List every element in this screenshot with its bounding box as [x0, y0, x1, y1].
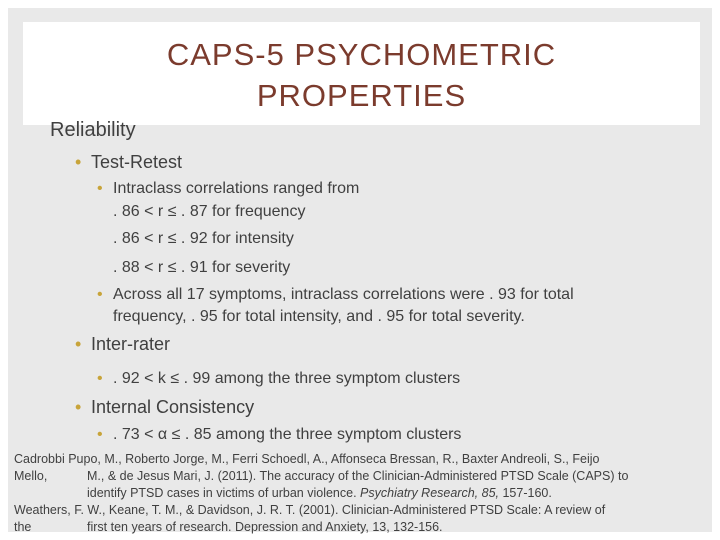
slide-title-line-2: PROPERTIES	[256, 78, 467, 113]
internal-consistency-detail: . 73 < α ≤ . 85 among the three symptom clusters	[113, 426, 462, 443]
reference-2-line-2: first ten years of research. Depression and Anxiety, 13, 132-156.	[87, 520, 443, 534]
title-box	[23, 22, 700, 125]
reference-1-line-2-start: Mello,	[14, 469, 48, 483]
inter-rater-detail: . 92 < k ≤ . 99 among the three symptom clusters	[113, 370, 461, 387]
bullet-icon: •	[97, 426, 103, 443]
bullet-icon: •	[75, 152, 82, 172]
bullet-icon: •	[97, 370, 103, 387]
reference-1-text: identify PTSD cases in victims of urban violence.	[87, 486, 357, 500]
reference-2-line-2-start: the	[14, 520, 32, 534]
item-internal-consistency: Internal Consistency	[91, 397, 255, 417]
icc-intensity: . 86 < r ≤ . 92 for intensity	[113, 230, 294, 247]
bullet-icon: •	[75, 397, 82, 417]
reference-1-journal: Psychiatry Research, 85,	[360, 486, 499, 500]
reference-1-line-2: M., & de Jesus Mari, J. (2011). The accuracy of the Clinician-Administered PTSD Scale (CAPS) to	[87, 469, 629, 483]
reference-1-pages: 157-160.	[502, 486, 552, 500]
bullet-icon: •	[75, 334, 82, 354]
icc-severity: . 88 < r ≤ . 91 for severity	[113, 259, 291, 276]
item-test-retest: Test-Retest	[91, 152, 183, 172]
item-inter-rater: Inter-rater	[91, 334, 171, 354]
slide-title-line-1: CAPS-5 PSYCHOMETRIC	[166, 37, 557, 72]
reference-2-line-1: Weathers, F. W., Keane, T. M., & Davidson, J. R. T. (2001). Clinician-Administered PTSD Scale: A review of	[14, 503, 606, 517]
bullet-icon: •	[97, 180, 103, 197]
across-symptoms-line-1: Across all 17 symptoms, intraclass correlations were . 93 for total	[113, 286, 574, 303]
across-symptoms-line-2: frequency, . 95 for total intensity, and . 95 for total severity.	[113, 308, 525, 325]
icc-frequency: . 86 < r ≤ . 87 for frequency	[113, 203, 306, 220]
bullet-icon: •	[97, 286, 103, 303]
reference-1-line-1: Cadrobbi Pupo, M., Roberto Jorge, M., Ferri Schoedl, A., Affonseca Bressan, R., Baxter Andreoli, S., Feijo	[14, 452, 600, 466]
icc-intro: Intraclass correlations ranged from	[113, 180, 360, 197]
section-reliability: Reliability	[50, 119, 136, 141]
reference-1-line-3	[87, 485, 552, 502]
